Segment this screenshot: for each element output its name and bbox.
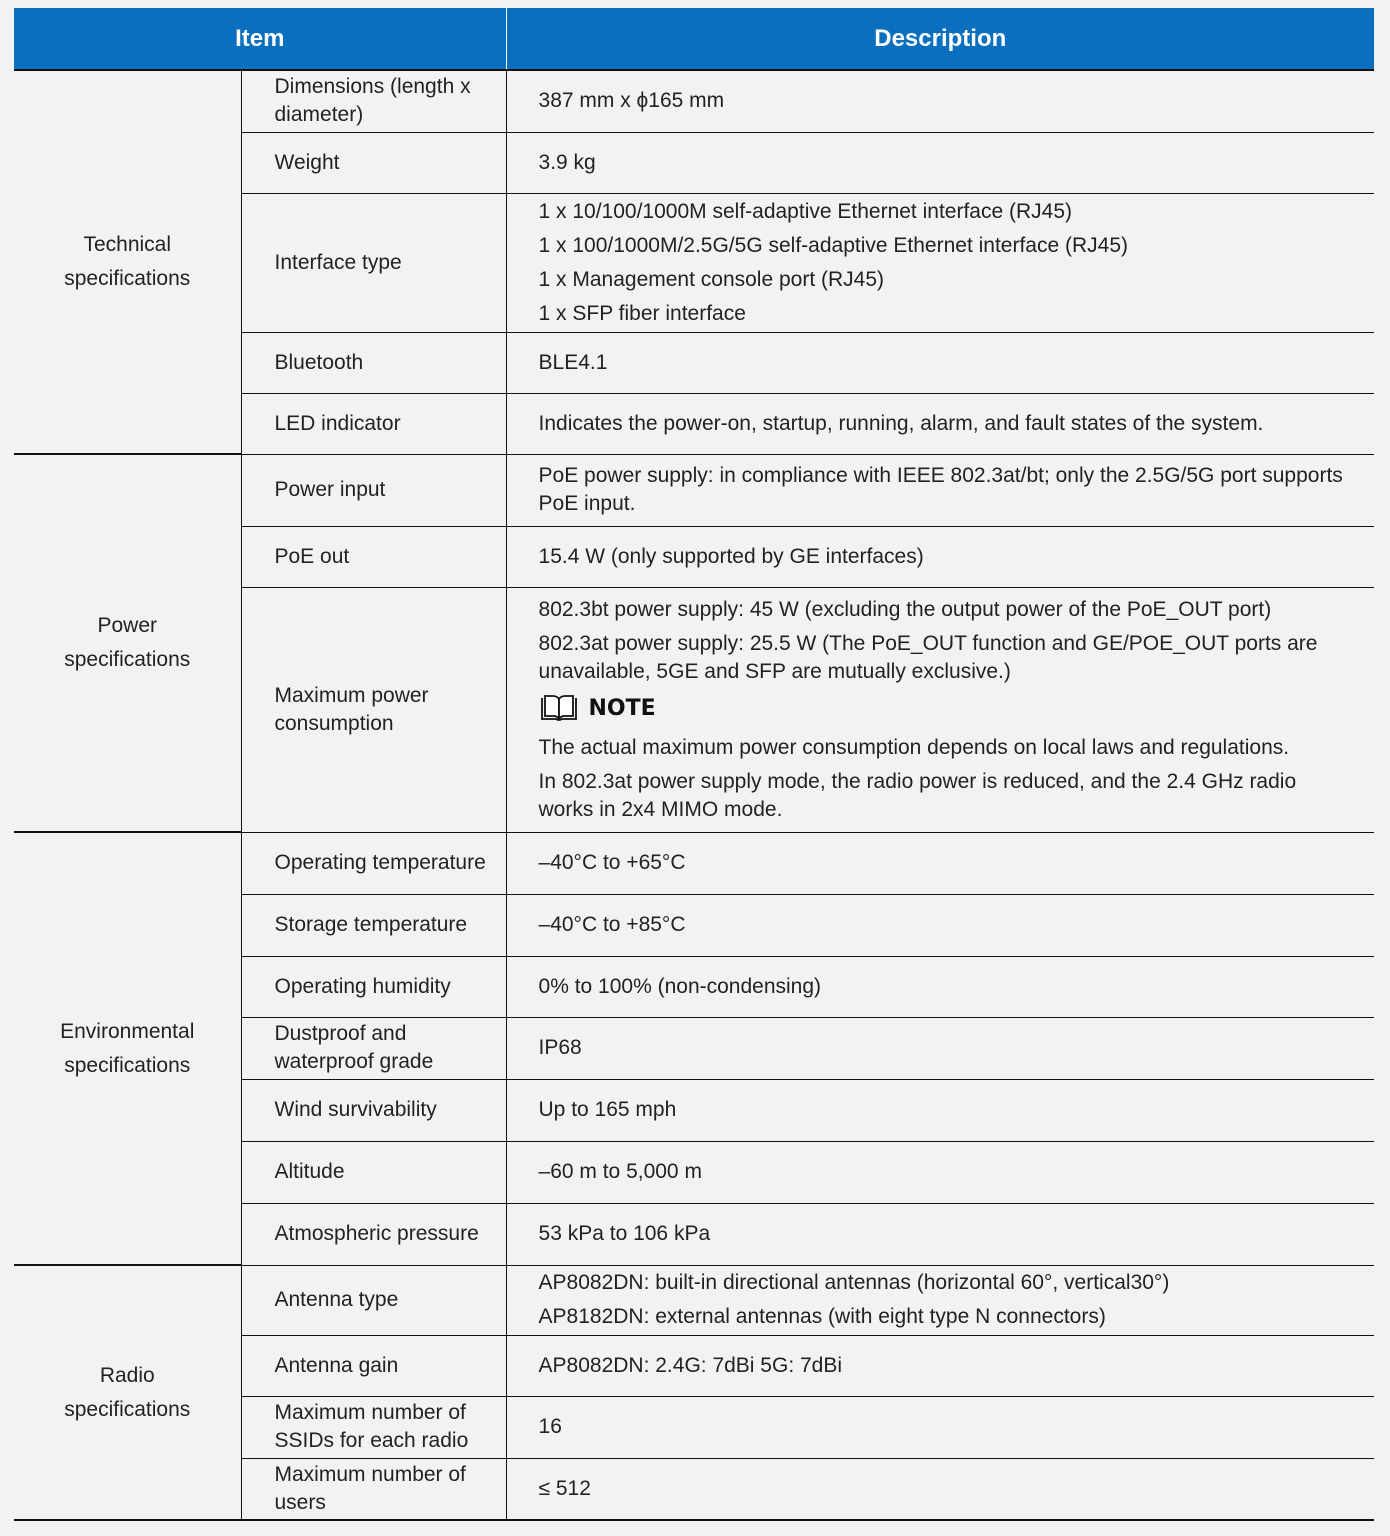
value-line: Indicates the power-on, startup, running, alarm, and fault states of the system. bbox=[538, 411, 1264, 435]
value-line: PoE power supply: in compliance with IEEE 802.3at/bt; only the 2.5G/5G port supports PoE input. bbox=[538, 464, 1343, 515]
parameter-value bbox=[506, 132, 1374, 193]
value-line: 802.3bt power supply: 45 W (excluding the output power of the PoE_OUT port) bbox=[538, 597, 1272, 621]
parameter-value bbox=[506, 526, 1374, 587]
value-line: AP8082DN: 2.4G: 7dBi 5G: 7dBi bbox=[538, 1353, 843, 1377]
header-description: Description bbox=[506, 8, 1374, 70]
parameter-name: Weight bbox=[241, 132, 506, 193]
category-power bbox=[14, 454, 241, 832]
value-line: ≤ 512 bbox=[538, 1476, 591, 1500]
category-label-line: specifications bbox=[64, 648, 191, 671]
value-line: –40°C to +65°C bbox=[538, 851, 686, 874]
parameter-name: Storage temperature bbox=[241, 894, 506, 956]
value-line: 53 kPa to 106 kPa bbox=[538, 1222, 711, 1245]
parameter-name: Antenna gain bbox=[241, 1335, 506, 1396]
parameter-value bbox=[506, 1017, 1374, 1079]
parameter-name: Dustproof and waterproof grade bbox=[241, 1017, 506, 1079]
parameter-name: Dimensions (length x diameter) bbox=[241, 70, 506, 132]
value-line: IP68 bbox=[538, 1036, 582, 1059]
category-label-line: Environmental bbox=[60, 1019, 195, 1043]
spec-table-body bbox=[14, 70, 1374, 1520]
parameter-name: Atmospheric pressure bbox=[241, 1203, 506, 1265]
value-line: 16 bbox=[538, 1415, 562, 1438]
value-line: 387 mm x ϕ165 mm bbox=[538, 89, 725, 113]
category-environmental bbox=[14, 832, 241, 1265]
parameter-value bbox=[506, 587, 1374, 832]
category-label-line: specifications bbox=[64, 1397, 191, 1421]
value-line: –40°C to +85°C bbox=[538, 913, 686, 936]
parameter-value bbox=[506, 1079, 1374, 1141]
spec-row-operating-temperature bbox=[14, 832, 1374, 894]
value-line: –60 m to 5,000 m bbox=[538, 1160, 702, 1183]
parameter-value bbox=[506, 1265, 1374, 1335]
note-line: The actual maximum power consumption depends on local laws and regulations. bbox=[538, 735, 1290, 759]
value-line: AP8082DN: built-in directional antennas (horizontal 60°, vertical30°) bbox=[538, 1271, 1170, 1294]
parameter-name: Altitude bbox=[241, 1141, 506, 1203]
parameter-name: Interface type bbox=[241, 193, 506, 332]
value-line: 1 x 100/1000M/2.5G/5G self-adaptive Ethernet interface (RJ45) bbox=[538, 233, 1129, 257]
parameter-name: Bluetooth bbox=[241, 332, 506, 393]
parameter-name: Operating humidity bbox=[241, 956, 506, 1017]
category-label-line: Technical bbox=[83, 233, 172, 256]
parameter-name: Operating temperature bbox=[241, 832, 506, 894]
category-technical bbox=[14, 70, 241, 454]
parameter-name: Maximum number of SSIDs for each radio bbox=[241, 1396, 506, 1458]
parameter-value bbox=[506, 1396, 1374, 1458]
category-label-line: Radio bbox=[99, 1363, 155, 1387]
note-header bbox=[539, 694, 1357, 724]
category-radio bbox=[14, 1265, 241, 1520]
note-label: NOTE bbox=[588, 695, 656, 721]
value-line: 1 x SFP fiber interface bbox=[538, 301, 746, 325]
parameter-value bbox=[506, 832, 1374, 894]
note-line: In 802.3at power supply mode, the radio power is reduced, and the 2.4 GHz radio works in 2x4 MIMO mode. bbox=[538, 769, 1297, 821]
parameter-value bbox=[506, 193, 1374, 332]
parameter-name: Antenna type bbox=[241, 1265, 506, 1335]
header-item: Item bbox=[14, 8, 506, 70]
spec-row-dimensions-length-x-diameter bbox=[14, 70, 1374, 132]
parameter-value bbox=[506, 1203, 1374, 1265]
value-line: 15.4 W (only supported by GE interfaces) bbox=[538, 544, 924, 568]
spec-row-power-input bbox=[14, 454, 1374, 526]
value-line: 802.3at power supply: 25.5 W (The PoE_OUT function and GE/POE_OUT ports are unavailable, 5GE and SFP are mutually exclusive.) bbox=[538, 631, 1318, 683]
value-line: Up to 165 mph bbox=[538, 1098, 677, 1121]
parameter-name: Power input bbox=[241, 454, 506, 526]
spec-table bbox=[14, 8, 1374, 1521]
parameter-name: Maximum number of users bbox=[241, 1458, 506, 1520]
value-line: 3.9 kg bbox=[538, 150, 596, 174]
spec-row-antenna-type bbox=[14, 1265, 1374, 1335]
parameter-value bbox=[506, 1141, 1374, 1203]
value-line: 0% to 100% (non-condensing) bbox=[538, 974, 822, 998]
parameter-value bbox=[506, 393, 1374, 454]
value-line: BLE4.1 bbox=[538, 350, 608, 374]
parameter-name: Wind survivability bbox=[241, 1079, 506, 1141]
parameter-value bbox=[506, 454, 1374, 526]
book-icon bbox=[539, 694, 579, 724]
parameter-name: LED indicator bbox=[241, 393, 506, 454]
parameter-value bbox=[506, 332, 1374, 393]
value-line: AP8182DN: external antennas (with eight type N connectors) bbox=[538, 1305, 1106, 1328]
value-line: 1 x 10/100/1000M self-adaptive Ethernet interface (RJ45) bbox=[538, 199, 1072, 223]
value-line: 1 x Management console port (RJ45) bbox=[538, 267, 885, 291]
parameter-value bbox=[506, 1335, 1374, 1396]
category-label-line: Power bbox=[97, 614, 158, 637]
category-label-line: specifications bbox=[64, 267, 191, 290]
category-label-line: specifications bbox=[64, 1053, 191, 1077]
parameter-value bbox=[506, 894, 1374, 956]
spec-table-frame bbox=[14, 8, 1374, 1526]
parameter-value bbox=[506, 1458, 1374, 1520]
parameter-value bbox=[506, 956, 1374, 1017]
parameter-value bbox=[506, 70, 1374, 132]
parameter-name: PoE out bbox=[241, 526, 506, 587]
header-row bbox=[14, 8, 1374, 70]
parameter-name: Maximum power consumption bbox=[241, 587, 506, 832]
